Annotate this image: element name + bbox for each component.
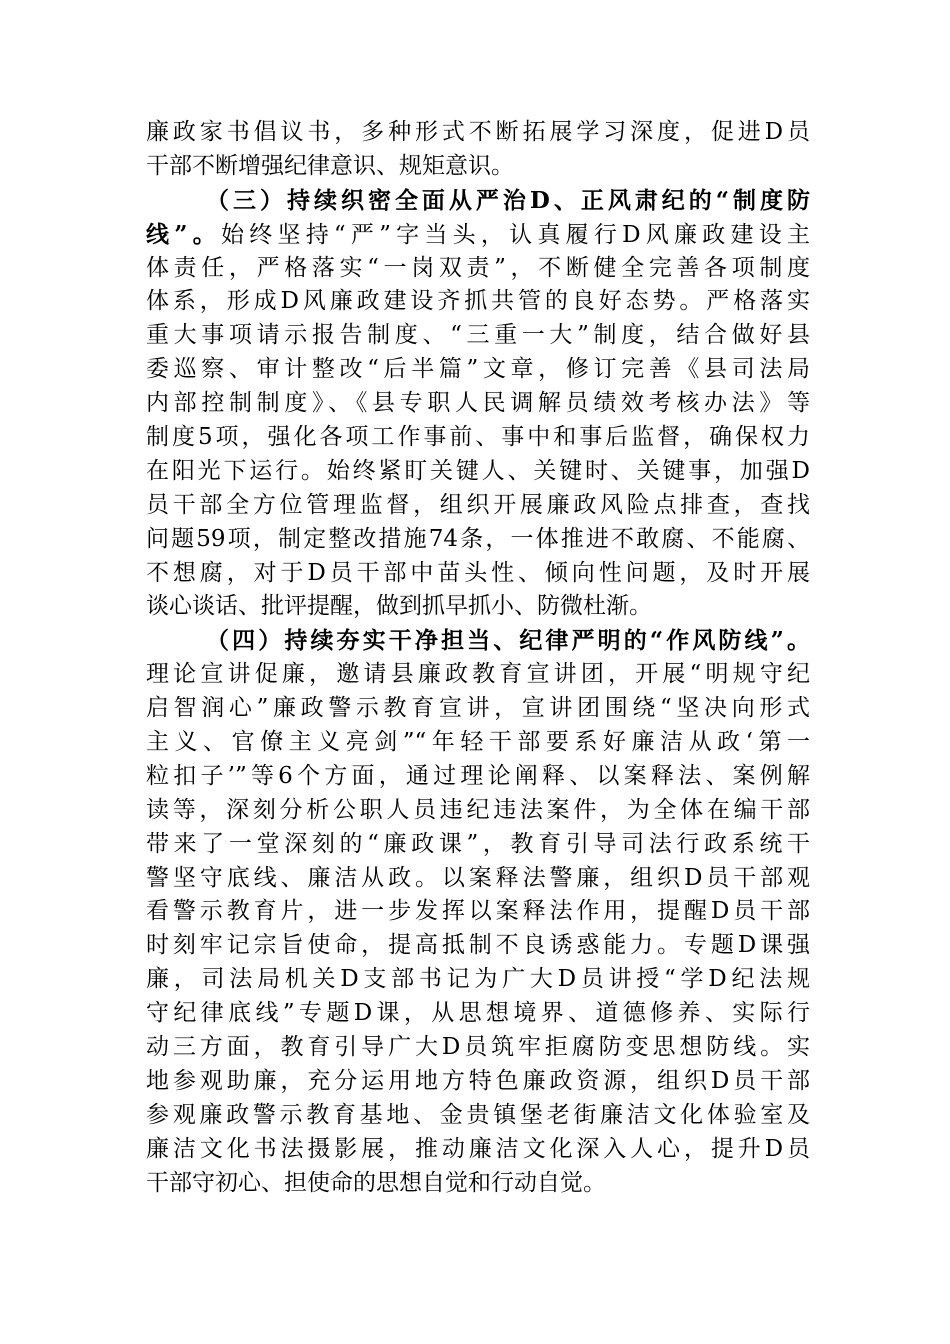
- text-line: 启智润心”廉政警示教育宣讲，宣讲团围绕“坚决向形式: [146, 695, 810, 722]
- text-line: 廉，司法局机关D支部书记为广大D员讲授“学D纪法规: [146, 966, 810, 993]
- text-line: 读等，深刻分析公职人员违纪违法案件，为全体在编干部: [146, 796, 810, 823]
- text-line: 动三方面，教育引导广大D员筑牢拒腐防变思想防线。实: [146, 1034, 810, 1061]
- text-line: 警坚守底线、廉洁从政。以案释法警廉，组织D员干部观: [146, 864, 810, 891]
- text-line: 理论宣讲促廉，邀请县廉政教育宣讲团，开展“明规守纪: [146, 661, 810, 688]
- text-line: [146, 218, 810, 252]
- text-line: 委巡察、审计整改“后半篇”文章，修订完善《县司法局: [146, 356, 810, 383]
- section-heading-four: （四）持续夯实干净担当、纪律严明的“作风防线”。: [206, 627, 810, 655]
- text-line: 干部不断增强纪律意识、规矩意识。: [146, 152, 514, 179]
- text-line: 不想腐，对于D员干部中苗头性、倾向性问题，及时开展: [146, 559, 810, 586]
- text-line: 守纪律底线”专题D课，从思想境界、道德修养、实际行: [146, 1000, 810, 1027]
- text-line: 看警示教育片，进一步发挥以案释法作用，提醒D员干部: [146, 898, 810, 925]
- text-line: 内部控制制度》、《县专职人民调解员绩效考核办法》等: [146, 390, 810, 417]
- text-line: 廉洁文化书法摄影展，推动廉洁文化深入人心，提升D员: [146, 1135, 810, 1162]
- text-line: 重大事项请示报告制度、“三重一大”制度，结合做好县: [146, 322, 810, 349]
- text-line: 谈心谈话、批评提醒，做到抓早抓小、防微杜渐。: [146, 593, 652, 620]
- text-line: 干部守初心、担使命的思想自觉和行动自觉。: [146, 1169, 606, 1196]
- text-line: 参观廉政警示教育基地、金贵镇堡老街廉洁文化体验室及: [146, 1101, 810, 1128]
- section-heading-three: （三）持续织密全面从严治D、正风肃纪的“制度防: [206, 186, 810, 214]
- text-line: 问题59项，制定整改措施74条，一体推进不敢腐、不能腐、: [146, 525, 810, 552]
- text-line: 粒扣子’”等6个方面，通过理论阐释、以案释法、案例解: [146, 762, 810, 789]
- body-text: [146, 116, 810, 1201]
- text-line: 廉政家书倡议书，多种形式不断拓展学习深度，促进D员: [146, 119, 810, 145]
- text-line: 主义、官僚主义亮剑”“年轻干部要系好廉洁从政‘第一: [146, 729, 810, 756]
- text-line: 制度5项，强化各项工作事前、事中和事后监督，确保权力: [146, 424, 810, 451]
- text-line: 在阳光下运行。始终紧盯关键人、关键时、关键事，加强D: [146, 457, 810, 484]
- section-heading-three-end: 线”。: [146, 220, 221, 248]
- text-line: 时刻牢记宗旨使命，提高抵制不良诱惑能力。专题D课强: [146, 932, 810, 959]
- text-line: 体责任，严格落实“一岗双责”，不断健全完善各项制度: [146, 254, 810, 281]
- text-line: 带来了一堂深刻的“廉政课”，教育引导司法行政系统干: [146, 830, 810, 857]
- text-line-rest: 始终坚持“严”字当头，认真履行D风廉政建设主: [220, 221, 810, 248]
- text-line: 地参观助廉，充分运用地方特色廉政资源，组织D员干部: [146, 1067, 810, 1094]
- text-line: 员干部全方位管理监督，组织开展廉政风险点排查，查找: [146, 491, 810, 518]
- text-line: 体系，形成D风廉政建设齐抓共管的良好态势。严格落实: [146, 288, 810, 315]
